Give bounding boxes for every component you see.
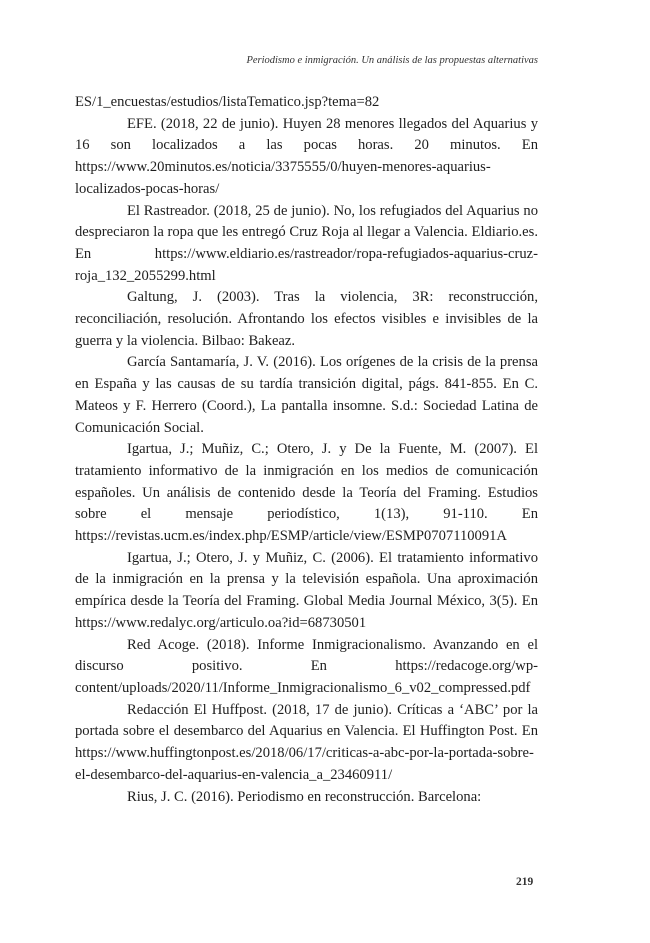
bibliography-list xyxy=(75,92,538,808)
bibliography-entry: ES/1_encuestas/estudios/listaTematico.jsp?tema=82 xyxy=(75,94,380,110)
bibliography-entry: EFE. (2018, 22 de junio). Huyen 28 menores llegados del Aquarius y 16 son localizados a las pocas horas. 20 minutos. En https://www.20minutos.es/noticia/3375555/0/huyen-menores-aquarius-localizados-pocas-horas/ xyxy=(75,115,538,197)
running-header: Periodismo e inmigración. Un análisis de las propuestas alternativas xyxy=(246,55,538,66)
bibliography-entry: Igartua, J.; Muñiz, C.; Otero, J. y De la Fuente, M. (2007). El tratamiento informativo de la inmigración en los medios de comunicación españoles. Un análisis de contenido desde la Teoría del Framing. Estudios sobre el mensaje periodístico, 1(13), 91-110. En https://revistas.ucm.es/index.php/ESMP/article/view/ESMP0707110091A xyxy=(75,441,538,545)
page-number: 219 xyxy=(516,876,534,888)
bibliography-entry: El Rastreador. (2018, 25 de junio). No, los refugiados del Aquarius no despreciaron la ropa que les entregó Cruz Roja al llegar a Valencia. Eldiario.es. En https://www.eldiario.es/rastreador/ropa-refugiados-aquarius-cruz-roja_132_2055299.html xyxy=(75,202,538,284)
bibliography-entry: Redacción El Huffpost. (2018, 17 de junio). Críticas a ‘ABC’ por la portada sobre el desembarco del Aquarius en Valencia. El Huffington Post. En https://www.huffingtonpost.es/2018/06/17/criticas-a-abc-por-la-portada-sobre-el-desembarco-del-aquarius-en-valencia_a_23460911/ xyxy=(75,701,538,783)
bibliography-entry: Red Acoge. (2018). Informe Inmigracionalismo. Avanzando en el discurso positivo. En https://redacoge.org/wp-content/uploads/2020/11/Informe_Inmigracionalismo_6_v02_compressed.pdf xyxy=(75,636,538,696)
bibliography-entry: Galtung, J. (2003). Tras la violencia, 3R: reconstrucción, reconciliación, resolución. Afrontando los efectos visibles e invisibles de la guerra y la violencia. Bilbao: Bakeaz. xyxy=(75,289,538,349)
bibliography-entry: Igartua, J.; Otero, J. y Muñiz, C. (2006). El tratamiento informativo de la inmigración en la prensa y la televisión española. Una aproximación empírica desde la Teoría del Framing. Global Media Journal México, 3(5). En https://www.redalyc.org/articulo.oa?id=68730501 xyxy=(75,549,538,631)
bibliography-entry: García Santamaría, J. V. (2016). Los orígenes de la crisis de la prensa en España y las causas de su tardía transición digital, págs. 841-855. En C. Mateos y F. Herrero (Coord.), La pantalla insomne. S.d.: Sociedad Latina de Comunicación Social. xyxy=(75,354,538,436)
bibliography-entry: Rius, J. C. (2016). Periodismo en reconstrucción. Barcelona: xyxy=(127,788,482,805)
